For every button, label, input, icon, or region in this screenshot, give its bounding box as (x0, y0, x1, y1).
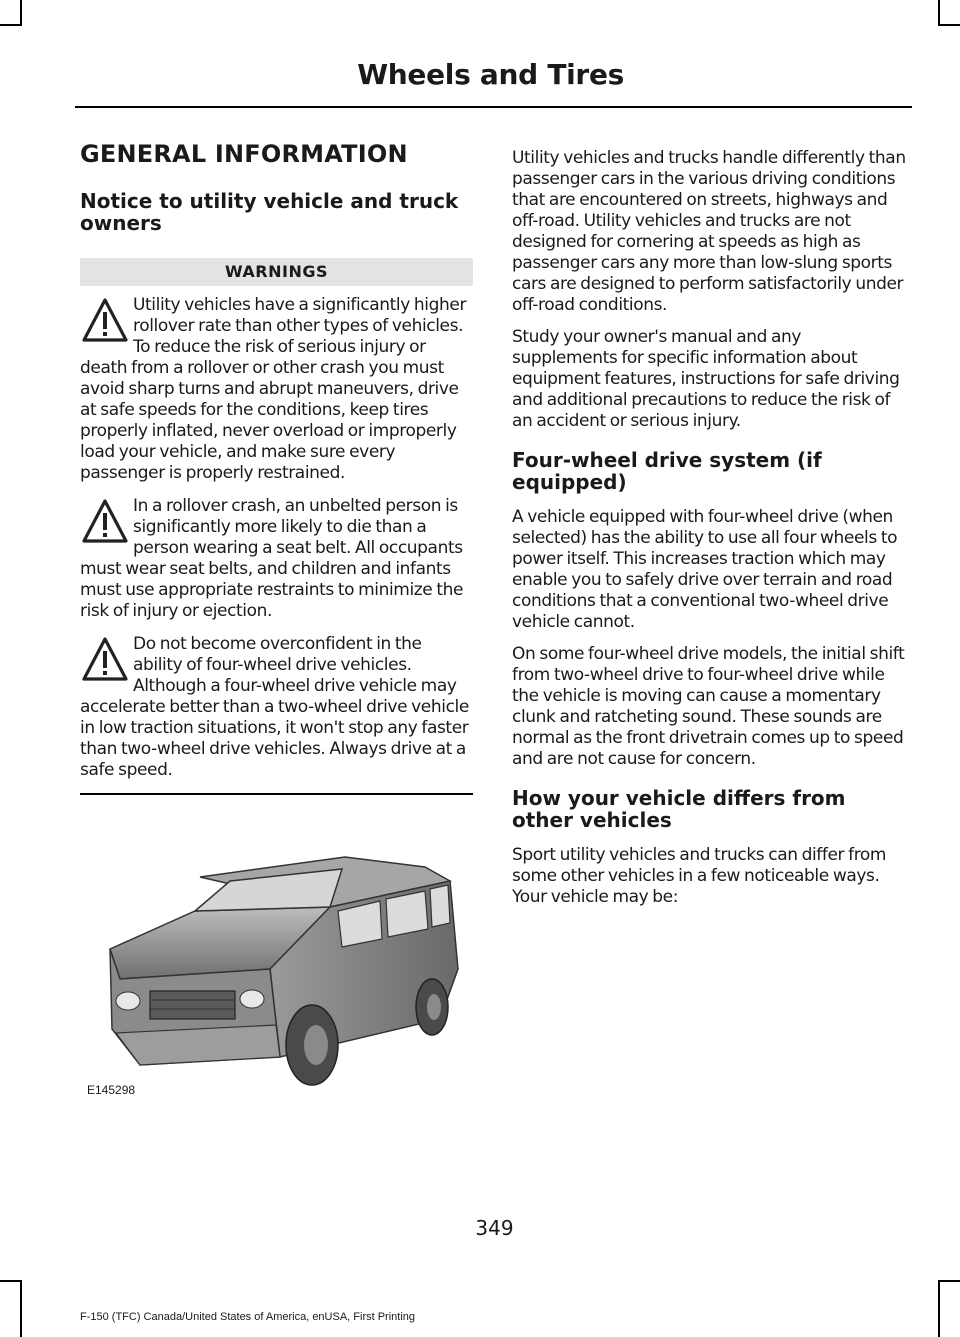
warning-item (80, 634, 473, 781)
crop-mark (0, 1280, 22, 1282)
warning-item (80, 295, 473, 484)
subheading-vehicle-differs: How your vehicle differs from other vehicles (512, 786, 846, 832)
subheading-utility-notice: Notice to utility vehicle and truck owners (80, 189, 459, 235)
warning-text: In a rollover crash, an unbelted person is significantly more likely to die than a person wearing a seat belt. All occupants must wear seat belts, and children and infants must use appropriate restraints to minimize the risk of injury or ejection. (80, 496, 464, 621)
warning-text: Utility vehicles have a significantly higher rollover rate than other types of vehicles. To reduce the risk of serious injury or death from a rollover or other crash you must avoid sharp turns and abrupt maneuvers, drive at safe speeds for the conditions, keep tires properly inflated, never overload or improperly load your vehicle, and make sure every passenger is properly restrained. (80, 295, 467, 483)
left-column (80, 140, 473, 1109)
warning-text: Do not become overconfident in the ability of four-wheel drive vehicles. Although a four-wheel drive vehicle may accelerate better than a two-wheel drive vehicle in low traction situations, it won't stop any faster than two-wheel drive vehicles. Always drive at a safe speed. (80, 634, 469, 780)
warning-triangle-icon (80, 496, 130, 550)
crop-mark (938, 1280, 940, 1337)
paragraph: Sport utility vehicles and trucks can differ from some other vehicles in a few noticeable ways. Your vehicle may be: (512, 845, 887, 907)
crop-mark (20, 1280, 22, 1337)
header-rule (75, 106, 912, 108)
warning-item (80, 496, 473, 622)
warnings-end-rule (80, 793, 473, 795)
paragraph: A vehicle equipped with four-wheel drive (when selected) has the ability to use all four wheels to power itself. This increases traction which may enable you to safely drive over terrain and road conditions that a conventional two-wheel drive vehicle cannot. (512, 507, 898, 632)
print-info: F-150 (TFC) Canada/United States of America, enUSA, First Printing (80, 1311, 416, 1323)
crop-mark (0, 24, 22, 26)
crop-mark (938, 0, 940, 26)
warning-triangle-icon (80, 295, 130, 349)
section-heading: GENERAL INFORMATION (80, 140, 408, 168)
paragraph: Study your owner's manual and any supplements for specific information about equipment features, instructions for safe driving and additional precautions to reduce the risk of an accident or serious injury. (512, 327, 900, 431)
warnings-header: WARNINGS (80, 258, 473, 286)
warning-triangle-icon (80, 634, 130, 688)
crop-mark (20, 0, 22, 26)
right-column (512, 148, 908, 919)
crop-mark (938, 24, 960, 26)
section-title: Wheels and Tires (357, 58, 624, 91)
subheading-four-wheel-drive: Four-wheel drive system (if equipped) (512, 448, 822, 494)
paragraph: On some four-wheel drive models, the initial shift from two-wheel drive to four-wheel drive while the vehicle is moving can cause a momentary clunk and ratcheting sound. These sounds are normal as the front drivetrain comes up to speed and are not cause for concern. (512, 644, 905, 769)
figure-id-label: E145298 (87, 1083, 136, 1097)
suv-icon (80, 819, 473, 1109)
crop-mark (938, 1280, 960, 1282)
page-number: 349 (475, 1216, 514, 1240)
vehicle-illustration (80, 819, 473, 1109)
paragraph: Utility vehicles and trucks handle differently than passenger cars in the various driving conditions that are encountered on streets, highways and off-road. Utility vehicles and trucks are not designed for cornering at speeds as high as passenger cars any more than low-slung sports cars are designed to perform satisfactorily under off-road conditions. (512, 148, 906, 315)
